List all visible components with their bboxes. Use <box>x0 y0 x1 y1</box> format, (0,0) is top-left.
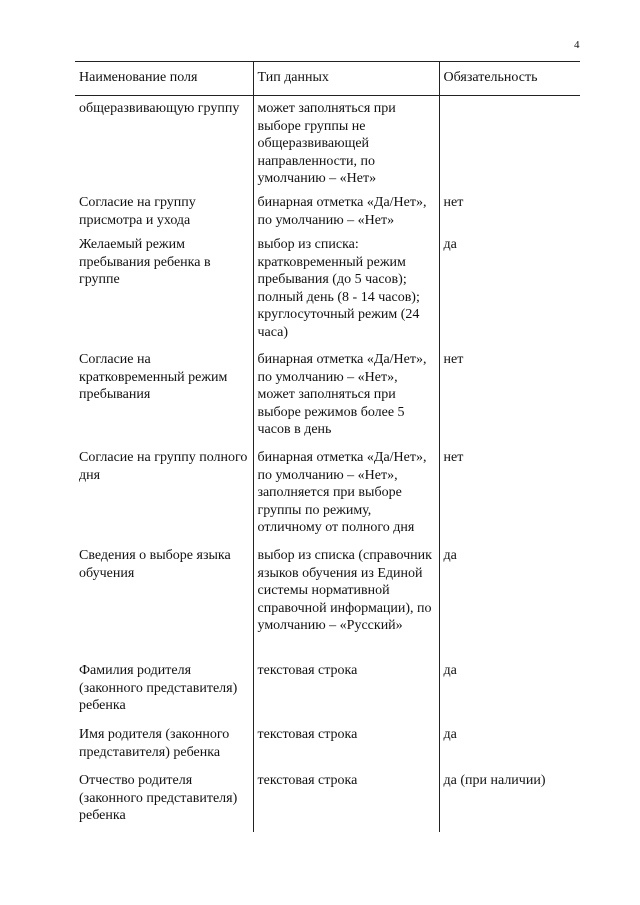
field-name-cell: Согласие на группу присмотра и ухода <box>79 195 196 228</box>
data-type-cell: бинарная отметка «Да/Нет», по умолчанию – «Нет», заполняется при выборе группы по режиму, отличному от полного дня <box>253 445 439 543</box>
page-number: 4 <box>574 39 580 51</box>
data-type-cell: текстовая строка <box>253 722 439 768</box>
table-row <box>75 96 580 191</box>
field-name-cell: Отчество родителя (законного представителя) ребенка <box>79 773 238 823</box>
required-cell: да <box>439 658 580 722</box>
required-cell: да (при наличии) <box>439 768 580 832</box>
data-type-cell: выбор из списка (справочник языков обучения из Единой системы нормативной справочной информации), по умолчанию – «Русский» <box>253 543 439 658</box>
table-header-row <box>75 62 580 96</box>
required-cell: нет <box>439 445 580 543</box>
required-cell: да <box>439 722 580 768</box>
required-cell: нет <box>439 347 580 445</box>
field-name-cell: Желаемый режим пребывания ребенка в группе <box>79 237 211 287</box>
table-row <box>75 445 580 543</box>
table-row <box>75 232 580 347</box>
table-row <box>75 190 580 232</box>
required-cell: да <box>439 543 580 658</box>
table-row <box>75 722 580 768</box>
data-type-cell: бинарная отметка «Да/Нет», по умолчанию – «Нет», может заполняться при выборе режимов более 5 часов в день <box>253 347 439 445</box>
data-type-cell: текстовая строка <box>253 768 439 832</box>
field-name-cell: общеразвивающую группу <box>79 101 240 116</box>
field-name-cell: Фамилия родителя (законного представителя) ребенка <box>79 663 238 713</box>
header-field-name: Наименование поля <box>75 62 253 96</box>
header-required: Обязательность <box>439 62 580 96</box>
field-name-cell: Сведения о выборе языка обучения <box>79 548 231 581</box>
data-type-cell: текстовая строка <box>253 658 439 722</box>
data-type-cell: бинарная отметка «Да/Нет», по умолчанию – «Нет» <box>253 190 439 232</box>
data-type-cell: выбор из списка: кратковременный режим пребывания (до 5 часов); полный день (8 - 14 часов); круглосуточный режим (24 часа) <box>253 232 439 347</box>
header-data-type: Тип данных <box>253 62 439 96</box>
fields-table <box>75 61 580 832</box>
data-type-cell: может заполняться при выборе группы не общеразвивающей направленности, по умолчанию – «Нет» <box>253 96 439 191</box>
required-cell: да <box>439 232 580 347</box>
required-cell <box>439 96 580 191</box>
required-cell: нет <box>439 190 580 232</box>
table-row <box>75 768 580 832</box>
table-row <box>75 543 580 658</box>
field-name-cell: Имя родителя (законного представителя) ребенка <box>79 727 230 760</box>
field-name-cell: Согласие на группу полного дня <box>79 450 248 483</box>
table-row <box>75 658 580 722</box>
field-name-cell: Согласие на кратковременный режим пребывания <box>79 352 228 402</box>
table-row <box>75 347 580 445</box>
